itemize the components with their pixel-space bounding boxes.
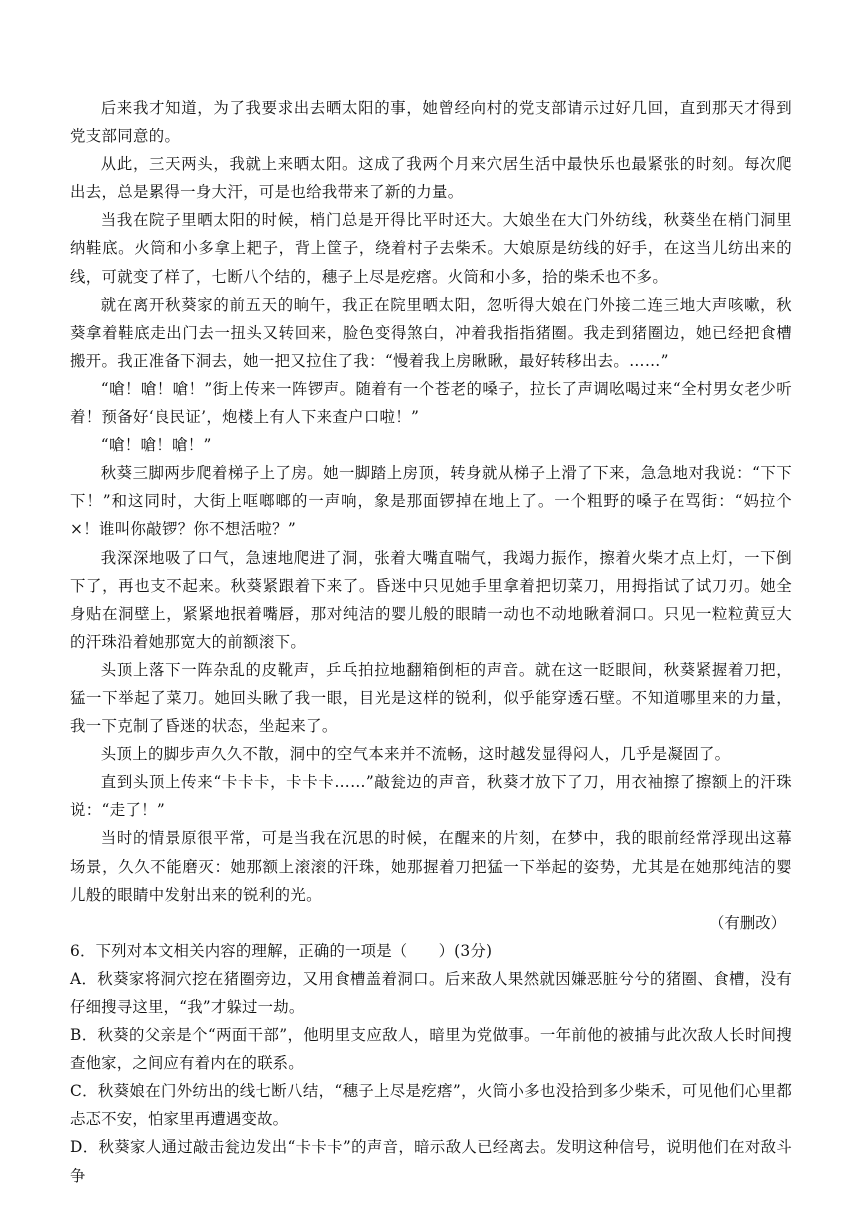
passage-paragraph: 就在离开秋葵家的前五天的晌午，我正在院里晒太阳，忽听得大娘在门外接二连三地大声咳嗽，秋葵拿着鞋底走出门去一扭头又转回来，脸色变得煞白，冲着我指指猪圈。我走到猪圈边，她已经把食槽搬开。我正准备下洞去，她一把又拉住了我：“慢着我上房瞅瞅，最好转移出去。……” bbox=[70, 295, 792, 370]
source-note: （有删改） bbox=[709, 913, 786, 932]
answer-option-b: B．秋葵的父亲是个“两面干部”，他明里支应敌人，暗里为党做事。一年前他的被捕与此次敌人长时间搜查他家，之间应有着内在的联系。 bbox=[70, 1026, 792, 1073]
passage-paragraph: 从此，三天两头，我就上来晒太阳。这成了我两个月来穴居生活中最快乐也最紧张的时刻。每次爬出去，总是累得一身大汗，可是也给我带来了新的力量。 bbox=[70, 155, 792, 202]
answer-option-a: A．秋葵家将洞穴挖在猪圈旁边，又用食槽盖着洞口。后来敌人果然就因嫌恶脏兮兮的猪圈、食槽，没有仔细搜寻这里，“我”才躲过一劫。 bbox=[70, 969, 792, 1016]
passage-paragraph: 头顶上落下一阵杂乱的皮靴声，乒乓拍拉地翻箱倒柜的声音。就在这一眨眼间，秋葵紧握着刀把，猛一下举起了菜刀。她回头瞅了我一眼，目光是这样的锐利，似乎能穿透石壁。不知道哪里来的力量，我一下克制了昏迷的状态，坐起来了。 bbox=[70, 660, 792, 736]
exam-page bbox=[70, 94, 792, 1190]
question-stem: 6．下列对本文相关内容的理解，正确的一项是（ ）(3分) bbox=[70, 941, 493, 960]
reading-passage bbox=[70, 94, 792, 909]
passage-paragraph: “嗆！嗆！嗆！”街上传来一阵锣声。随着有一个苍老的嗓子，拉长了声调吆喝过来“全村男女老少听着！预备好‘良民证’，炮楼上有人下来查户口啦！” bbox=[70, 379, 792, 427]
passage-paragraph: “嗆！嗆！嗆！” bbox=[100, 436, 212, 455]
passage-paragraph: 当我在院子里晒太阳的时候，梢门总是开得比平时还大。大娘坐在大门外纺线，秋葵坐在梢门洞里纳鞋底。火筒和小多拿上耙子，背上筐子，绕着村子去柴禾。大娘原是纺线的好手，在这当儿纺出来的线，可就变了样了，七断八个结的，穗子上尽是疙瘩。火筒和小多，拾的柴禾也不多。 bbox=[70, 211, 792, 286]
question-block bbox=[70, 937, 792, 1190]
passage-paragraph: 头顶上的脚步声久久不散，洞中的空气本来并不流畅，这时越发显得闷人，几乎是凝固了。 bbox=[100, 745, 731, 764]
answer-option-c: C．秋葵娘在门外纺出的线七断八结，“穗子上尽是疙瘩”，火筒小多也没拾到多少柴禾，可见他们心里都忐忑不安，怕家里再遭遇变故。 bbox=[70, 1082, 792, 1129]
passage-paragraph: 秋葵三脚两步爬着梯子上了房。她一脚踏上房顶，转身就从梯子上滑了下来，急急地对我说：“下下下！”和这同时，大街上哐啷啷的一声响，象是那面锣掉在地上了。一个粗野的嗓子在骂街：“妈拉个×！谁叫你敲锣？你不想活啦？” bbox=[70, 464, 792, 539]
passage-paragraph: 后来我才知道，为了我要求出去晒太阳的事，她曾经向村的党支部请示过好几回，直到那天才得到党支部同意的。 bbox=[70, 99, 792, 146]
answer-option-d: D．秋葵家人通过敲击瓮边发出“卡卡卡”的声音，暗示敌人已经离去。发明这种信号，说明他们在对敌斗争 bbox=[70, 1138, 792, 1185]
passage-paragraph: 当时的情景原很平常，可是当我在沉思的时候，在醒来的片刻，在梦中，我的眼前经常浮现出这幕场景，久久不能磨灭：她那额上滚滚的汗珠，她那握着刀把猛一下举起的姿势，尤其是在她那纯洁的婴儿般的眼睛中发射出来的锐利的光。 bbox=[70, 829, 792, 904]
passage-paragraph: 直到头顶上传来“卡卡卡，卡卡卡……”敲瓮边的声音，秋葵才放下了刀，用衣袖擦了擦额上的汗珠说：“走了！” bbox=[70, 773, 792, 820]
passage-paragraph: 我深深地吸了口气，急速地爬进了洞，张着大嘴直喘气，我竭力振作，擦着火柴才点上灯，一下倒下了，再也支不起来。秋葵紧跟着下来了。昏迷中只见她手里拿着把切菜刀，用拇指试了试刀刃。她全身贴在洞壁上，紧紧地抿着嘴唇，那对纯洁的婴儿般的眼睛一动也不动地瞅着洞口。只见一粒粒黄豆大的汗珠沿着她那宽大的前额滚下。 bbox=[70, 548, 792, 651]
